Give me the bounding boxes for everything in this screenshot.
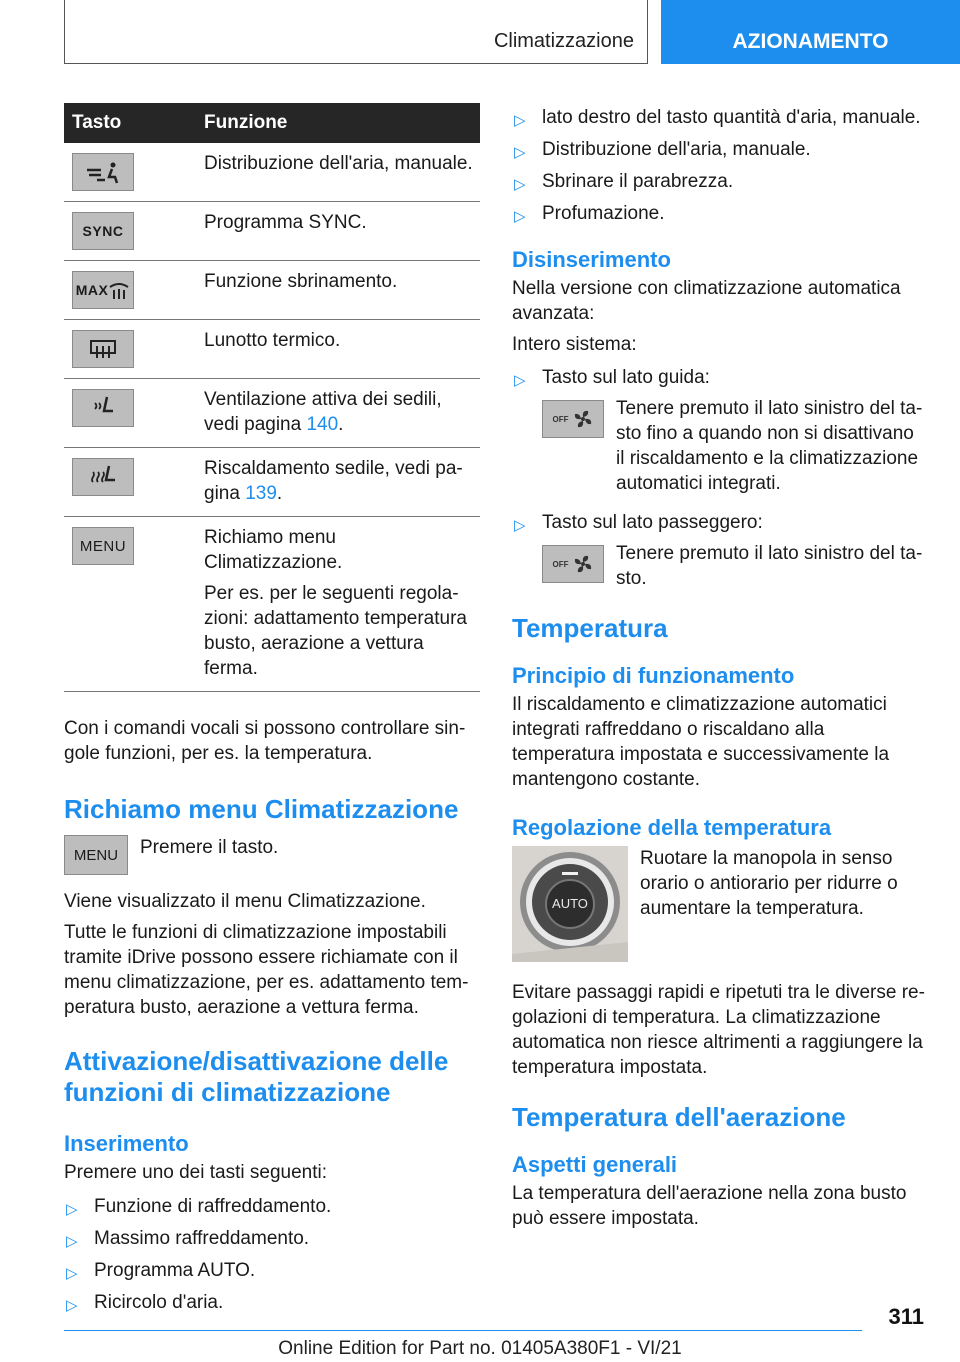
driver-key-block (542, 396, 926, 496)
table-row (64, 261, 480, 320)
triangle-bullet-icon: ▷ (514, 144, 526, 161)
right-column (512, 105, 926, 1231)
sync-key: SYNC (72, 212, 134, 250)
table-row (64, 448, 480, 517)
triangle-bullet-icon: ▷ (66, 1233, 78, 1250)
air-distribution-key (72, 153, 134, 191)
on-intro: Premere uno dei tasti seguenti: (64, 1162, 327, 1183)
heading-activation: Attivazione/disattivazione delle funzioni di climatizzazione (64, 1046, 449, 1107)
heading-on: Inserimento (64, 1131, 189, 1156)
row-text: Funzione sbrinamento. (204, 271, 398, 292)
footer-divider (64, 1330, 862, 1331)
list-item: ▷ Funzione di raffreddamento. (64, 1194, 480, 1219)
menu-paragraph-2: Tutte le funzioni di climatizzazione impostabili tramite iDrive possono essere richiamate con il menu climatizzazione, per es. adattamento temperatura busto, aerazione a vettura ferma. (64, 922, 469, 1018)
left-column (64, 103, 480, 1322)
off-paragraph-2: Intero sistema: (512, 334, 637, 355)
row-text-main: Riscaldamento sedile, vedi pagina (204, 458, 463, 504)
list-item: ▷ Ricircolo d'aria. (64, 1290, 480, 1315)
regulation-text: Ruotare la manopola in senso orario o antiorario per ridurre o aumentare la temperatura. (640, 848, 898, 919)
page-link-139[interactable]: 139 (245, 483, 277, 504)
page-link-140[interactable]: 140 (306, 414, 339, 435)
row-text: Richiamo menu Climatizzazione. (204, 527, 343, 573)
temperature-knob-image (512, 846, 628, 962)
fan-off-key-passenger (542, 545, 604, 583)
menu-button-image: MENU (64, 835, 128, 875)
heading-temperature: Temperatura (512, 613, 668, 643)
rear-window-heater-icon (88, 338, 118, 360)
table-row (64, 517, 480, 692)
triangle-bullet-icon: ▷ (66, 1201, 78, 1218)
table-row (64, 320, 480, 379)
table-row (64, 202, 480, 261)
edition-note: Online Edition for Part no. 01405A380F1 - VI/21 (278, 1338, 682, 1359)
row-text: Programma SYNC. (204, 212, 367, 233)
row-text (204, 387, 474, 437)
menu-key: MENU (72, 527, 134, 565)
triangle-bullet-icon: ▷ (514, 112, 526, 129)
principle-text: Il riscaldamento e climatizzazione automatici integrati raffreddano o riscaldano alla temperatura impostata e successivamente la mantengono costante. (512, 694, 890, 790)
knob-auto-label: AUTO (552, 896, 588, 911)
voice-note: Con i comandi vocali si possono controllare singole funzioni, per es. la temperatura. (64, 718, 466, 764)
seat-heating-icon (89, 464, 117, 490)
table-row (64, 379, 480, 448)
triangle-bullet-icon: ▷ (66, 1297, 78, 1314)
row-text-main: Ventilazione attiva dei sedili, vedi pagina (204, 389, 442, 435)
on-list (64, 1194, 480, 1315)
general-text: La temperatura dell'aerazione nella zona busto può essere impostata. (512, 1183, 907, 1229)
fan-off-key-driver (542, 400, 604, 438)
fan-icon (572, 408, 594, 430)
triangle-bullet-icon: ▷ (514, 208, 526, 225)
list-item-passenger: ▷ Tasto sul lato passeggero: OFF Tenere premuto il lato sinistro del tasto. (512, 510, 926, 591)
page-number: 311 (888, 1304, 924, 1329)
row-text-end: . (338, 414, 344, 435)
off-label: OFF (552, 414, 569, 424)
list-item: ▷ Sbrinare il parabrezza. (512, 169, 926, 194)
heading-menu: Richiamo menu Climatizzazione (64, 794, 459, 824)
row-text-secondary: Per es. per le seguenti regolazioni: adattamento temperatura busto, aerazione a vettura ferma. (204, 583, 467, 679)
page-header (0, 0, 960, 66)
list-item: ▷ Distribuzione dell'aria, manuale. (512, 137, 926, 162)
regulation-paragraph-2: Evitare passaggi rapidi e ripetuti tra le diverse regolazioni di temperatura. La climatizzazione automatica non riesce altrimenti a raggiungere la temperatura impostata. (512, 982, 925, 1078)
continued-list (512, 105, 926, 226)
menu-paragraph-1: Viene visualizzato il menu Climatizzazione. (64, 891, 426, 912)
max-defrost-key (72, 271, 134, 309)
triangle-bullet-icon: ▷ (66, 1265, 78, 1282)
row-text: Distribuzione dell'aria, manuale. (204, 153, 473, 174)
section-title: Climatizzazione (493, 30, 634, 52)
heading-off: Disinserimento (512, 247, 671, 272)
fan-icon (572, 553, 594, 575)
off-list (512, 365, 926, 591)
rear-window-key (72, 330, 134, 368)
seat-ventilation-icon (89, 395, 117, 421)
key-function-table (64, 103, 480, 692)
table-header-row (64, 103, 480, 143)
table-row (64, 143, 480, 202)
list-item-driver: ▷ Tasto sul lato guida: OFF Tenere premuto il lato sinistro del tasto fino a quando non si disattivano il riscaldamento e la climatizzazione automatici integrati. (512, 365, 926, 496)
menu-press-block (64, 835, 480, 875)
max-label: MAX (75, 281, 109, 298)
heading-general: Aspetti generali (512, 1152, 678, 1177)
passenger-key-block (542, 541, 926, 591)
defrost-icon (108, 279, 130, 301)
off-paragraph-1: Nella versione con climatizzazione automatica avanzata: (512, 278, 901, 324)
list-item: ▷ Massimo raffreddamento. (64, 1226, 480, 1251)
regulation-block (512, 846, 926, 962)
row-text (204, 456, 474, 506)
driver-text: Tenere premuto il lato sinistro del tasto fino a quando non si disattivano il riscaldamento e la climatizzazione automatici integrati. (616, 398, 923, 494)
table-header-key: Tasto (64, 103, 196, 143)
triangle-bullet-icon: ▷ (514, 517, 526, 534)
seat-ventilation-key (72, 389, 134, 427)
triangle-bullet-icon: ▷ (514, 176, 526, 193)
list-item: ▷ Programma AUTO. (64, 1258, 480, 1283)
seat-heating-key (72, 458, 134, 496)
heading-ventilation: Temperatura dell'aerazione (512, 1102, 846, 1132)
table-header-function: Funzione (196, 103, 480, 143)
press-text: Premere il tasto. (140, 837, 279, 858)
passenger-text: Tenere premuto il lato sinistro del tasto. (616, 543, 923, 589)
heading-regulation: Regolazione della temperatura (512, 815, 832, 840)
list-item: ▷ Profumazione. (512, 201, 926, 226)
off-label: OFF (552, 559, 569, 569)
chapter-tab[interactable]: AZIONAMENTO (661, 0, 960, 64)
row-text-end: . (276, 483, 283, 504)
row-text: Lunotto termico. (204, 330, 341, 351)
triangle-bullet-icon: ▷ (514, 372, 526, 389)
list-item: ▷ lato destro del tasto quantità d'aria, manuale. (512, 105, 926, 130)
air-distribution-icon (83, 160, 123, 184)
heading-principle: Principio di funzionamento (512, 663, 795, 688)
